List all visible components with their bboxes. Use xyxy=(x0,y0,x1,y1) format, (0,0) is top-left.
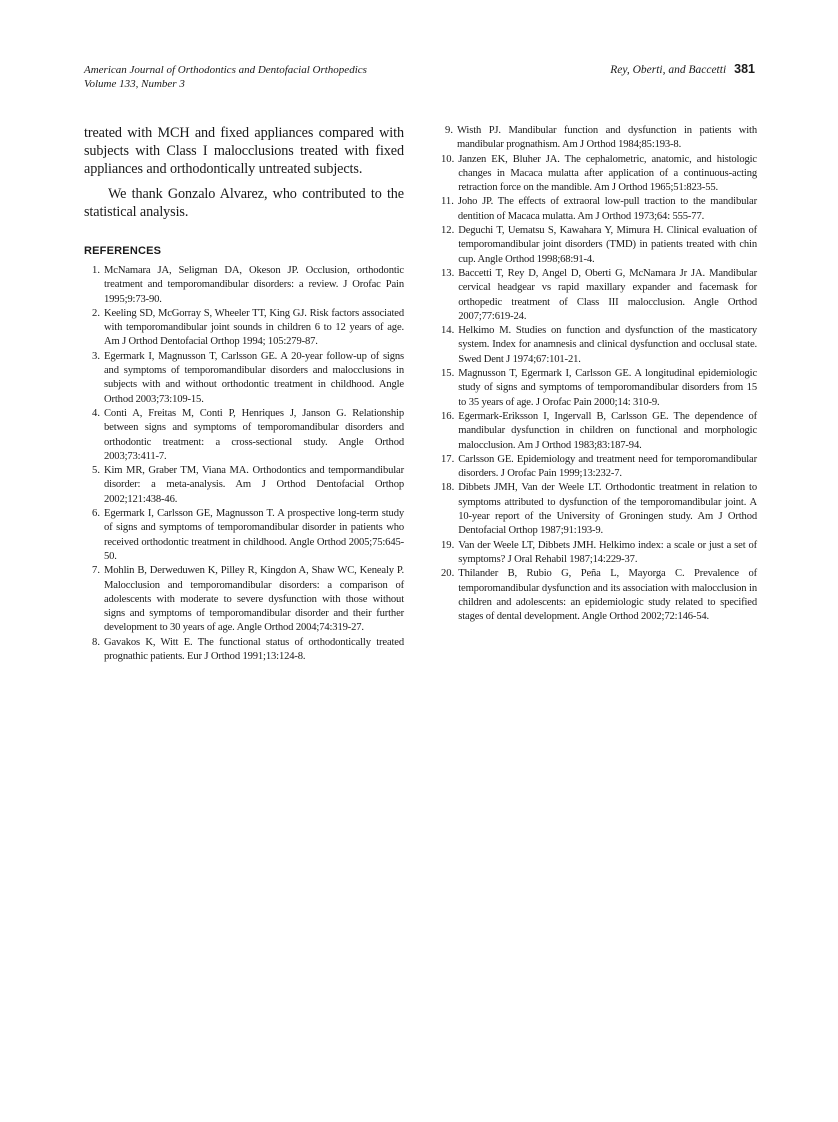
page-number: 381 xyxy=(734,62,755,76)
reference-item xyxy=(84,507,404,564)
reference-number: 2. xyxy=(92,307,100,319)
reference-number: 4. xyxy=(92,407,100,419)
reference-number: 3. xyxy=(92,350,100,362)
reference-number: 18. xyxy=(441,482,455,494)
reference-item xyxy=(441,410,757,453)
acknowledgment-paragraph: We thank Gonzalo Alvarez, who contributed to the statistical analysis. xyxy=(84,186,404,220)
reference-item xyxy=(441,481,757,538)
reference-number: 7. xyxy=(92,565,100,577)
reference-item xyxy=(441,124,757,153)
reference-item xyxy=(441,267,757,324)
reference-text: Magnusson T, Egermark I, Carlsson GE. A longitudinal epidemiologic study of signs and symptoms of temporomandibular disorders from 15 to 35 years of age. J Orofac Pain 2000;14: 310-9. xyxy=(458,368,757,408)
reference-text: Joho JP. The effects of extraoral low-pull traction to the mandibular dentition of Macaca mulatta. Am J Orthod 1973;64: 555-77. xyxy=(457,196,757,222)
reference-number: 15. xyxy=(441,368,455,380)
reference-item xyxy=(441,153,757,196)
reference-item xyxy=(441,324,757,367)
reference-text: Egermark-Eriksson I, Ingervall B, Carlsson GE. The dependence of mandibular dysfunction in children on functional and morphologic malocclusion. Am J Orthod 1983;83:187-94. xyxy=(458,410,757,451)
references-heading: REFERENCES xyxy=(84,245,162,257)
running-header-right xyxy=(610,62,755,76)
reference-number: 11. xyxy=(441,196,454,208)
right-column xyxy=(441,124,757,624)
reference-text: Conti A, Freitas M, Conti P, Henriques J, Janson G. Relationship between signs and symptoms of temporomandibular disorders and orthodontic treatment: a cross-sectional study. Angle Orthod 2003;73:411-7. xyxy=(104,407,404,462)
reference-number: 1. xyxy=(92,265,100,276)
reference-item xyxy=(84,307,404,350)
reference-text: Van der Weele LT, Dibbets JMH. Helkimo index: a scale or just a set of symptoms? J Oral Rehabil 1987;14:229-37. xyxy=(458,539,757,565)
reference-item xyxy=(84,464,404,507)
reference-number: 16. xyxy=(441,410,455,422)
reference-number: 19. xyxy=(441,539,455,551)
reference-text: Thilander B, Rubio G, Peña L, Mayorga C. Prevalence of temporomandibular dysfunction and its association with malocclusion in children and adolescents: an epidemiologic study related to specified stages of dental development. Angle Orthod 2002;72:146-54. xyxy=(458,568,757,623)
reference-number: 13. xyxy=(441,267,455,279)
running-header-left xyxy=(84,64,367,91)
reference-text: Baccetti T, Rey D, Angel D, Oberti G, McNamara Jr JA. Mandibular cervical headgear vs rapid maxillary expander and facemask for orthopedic treatment of Class III malocclusion. Angle Orthod 2007;77:619-24. xyxy=(458,267,757,322)
reference-list-left xyxy=(84,264,404,664)
reference-item xyxy=(441,539,757,568)
reference-item xyxy=(84,407,404,464)
reference-item xyxy=(441,567,757,624)
reference-number: 8. xyxy=(92,636,100,648)
reference-text: Janzen EK, Bluher JA. The cephalometric, anatomic, and histologic changes in Macaca mulatta after application of a continuous-acting retraction force on the mandible. Am J Orthod 1965;51:823-55. xyxy=(458,153,757,194)
reference-text: Keeling SD, McGorray S, Wheeler TT, King GJ. Risk factors associated with temporomandibular joint sounds in children 6 to 12 years of age. Am J Orthod Dentofacial Orthop 1994; 105:279-87. xyxy=(104,307,404,348)
reference-text: Mohlin B, Derweduwen K, Pilley R, Kingdon A, Shaw WC, Kenealy P. Malocclusion and temporomandibular disorders: a comparison of adolescents with moderate to severe dysfunction with those without signs and symptoms of temporomandibular disorder and their further development to 30 years of age. Angle Orthod 2004;74:319-27. xyxy=(104,565,404,634)
reference-item xyxy=(84,636,404,665)
reference-list-right xyxy=(441,124,757,624)
reference-number: 6. xyxy=(92,508,100,520)
reference-item xyxy=(441,224,757,267)
running-authors: Rey, Oberti, and Baccetti xyxy=(610,64,727,76)
reference-item xyxy=(84,264,404,307)
reference-text: Dibbets JMH, Van der Weele LT. Orthodontic treatment in relation to symptoms attributed to dysfunction of the temporomandibular joint. A 10-year report of the University of Groningen study. Am J Orthod Dentofacial Orthop 1987;91:193-9. xyxy=(458,482,757,537)
reference-item xyxy=(441,453,757,482)
reference-item xyxy=(441,367,757,410)
journal-title: American Journal of Orthodontics and Dentofacial Orthopedics xyxy=(84,64,367,76)
reference-number: 17. xyxy=(441,453,455,465)
reference-item xyxy=(84,564,404,635)
reference-number: 14. xyxy=(441,325,455,337)
reference-text: Egermark I, Carlsson GE, Magnusson T. A prospective long-term study of signs and symptoms of temporomandibular disorder in patients who received orthodontic treatment in childhood. Angle Orthod 2005;75:645-50. xyxy=(104,508,404,562)
journal-volume: Volume 133, Number 3 xyxy=(84,77,185,90)
reference-number: 10. xyxy=(441,153,455,165)
reference-text: McNamara JA, Seligman DA, Okeson JP. Occlusion, orthodontic treatment and temporomandibular disorders: a review. J Orofac Pain 1995;9:73-90. xyxy=(104,265,404,305)
reference-text: Egermark I, Magnusson T, Carlsson GE. A 20-year follow-up of signs and symptoms of temporomandibular disorders and malocclusions in subjects with and without orthodontic treatment in childhood. Angle Orthod 2003;73:109-15. xyxy=(104,350,404,405)
reference-number: 5. xyxy=(92,465,100,477)
reference-text: Carlsson GE. Epidemiology and treatment need for temporomandibular disorders. J Orofac Pain 1999;13:232-7. xyxy=(458,453,757,480)
left-column xyxy=(84,124,404,664)
reference-number: 20. xyxy=(441,568,455,580)
reference-text: Deguchi T, Uematsu S, Kawahara Y, Mimura H. Clinical evaluation of temporomandibular joint disorders (TMD) in patients treated with chin cup. Angle Orthod 1998;68:91-4. xyxy=(458,225,757,265)
body-paragraph: treated with MCH and fixed appliances compared with subjects with Class I malocclusions treated with fixed appliances and orthodontically untreated subjects. xyxy=(84,125,404,177)
reference-number: 9. xyxy=(445,125,453,136)
reference-text: Wisth PJ. Mandibular function and dysfunction in patients with mandibular prognathism. Am J Orthod 1984;85:193-8. xyxy=(457,125,757,151)
reference-text: Helkimo M. Studies on function and dysfunction of the masticatory system. Index for anamnesis and clinical dysfunction and occlusal state. Swed Dent J 1974;67:101-21. xyxy=(458,325,757,365)
reference-item xyxy=(84,350,404,407)
reference-text: Kim MR, Graber TM, Viana MA. Orthodontics and tempormandibular disorder: a meta-analysis. Am J Orthod Dentofacial Orthop 2002;121:438-46. xyxy=(104,465,404,505)
reference-number: 12. xyxy=(441,225,455,237)
reference-text: Gavakos K, Witt E. The functional status of orthodontically treated prognathic patients. Eur J Orthod 1991;13:124-8. xyxy=(104,636,404,663)
reference-item xyxy=(441,195,757,224)
